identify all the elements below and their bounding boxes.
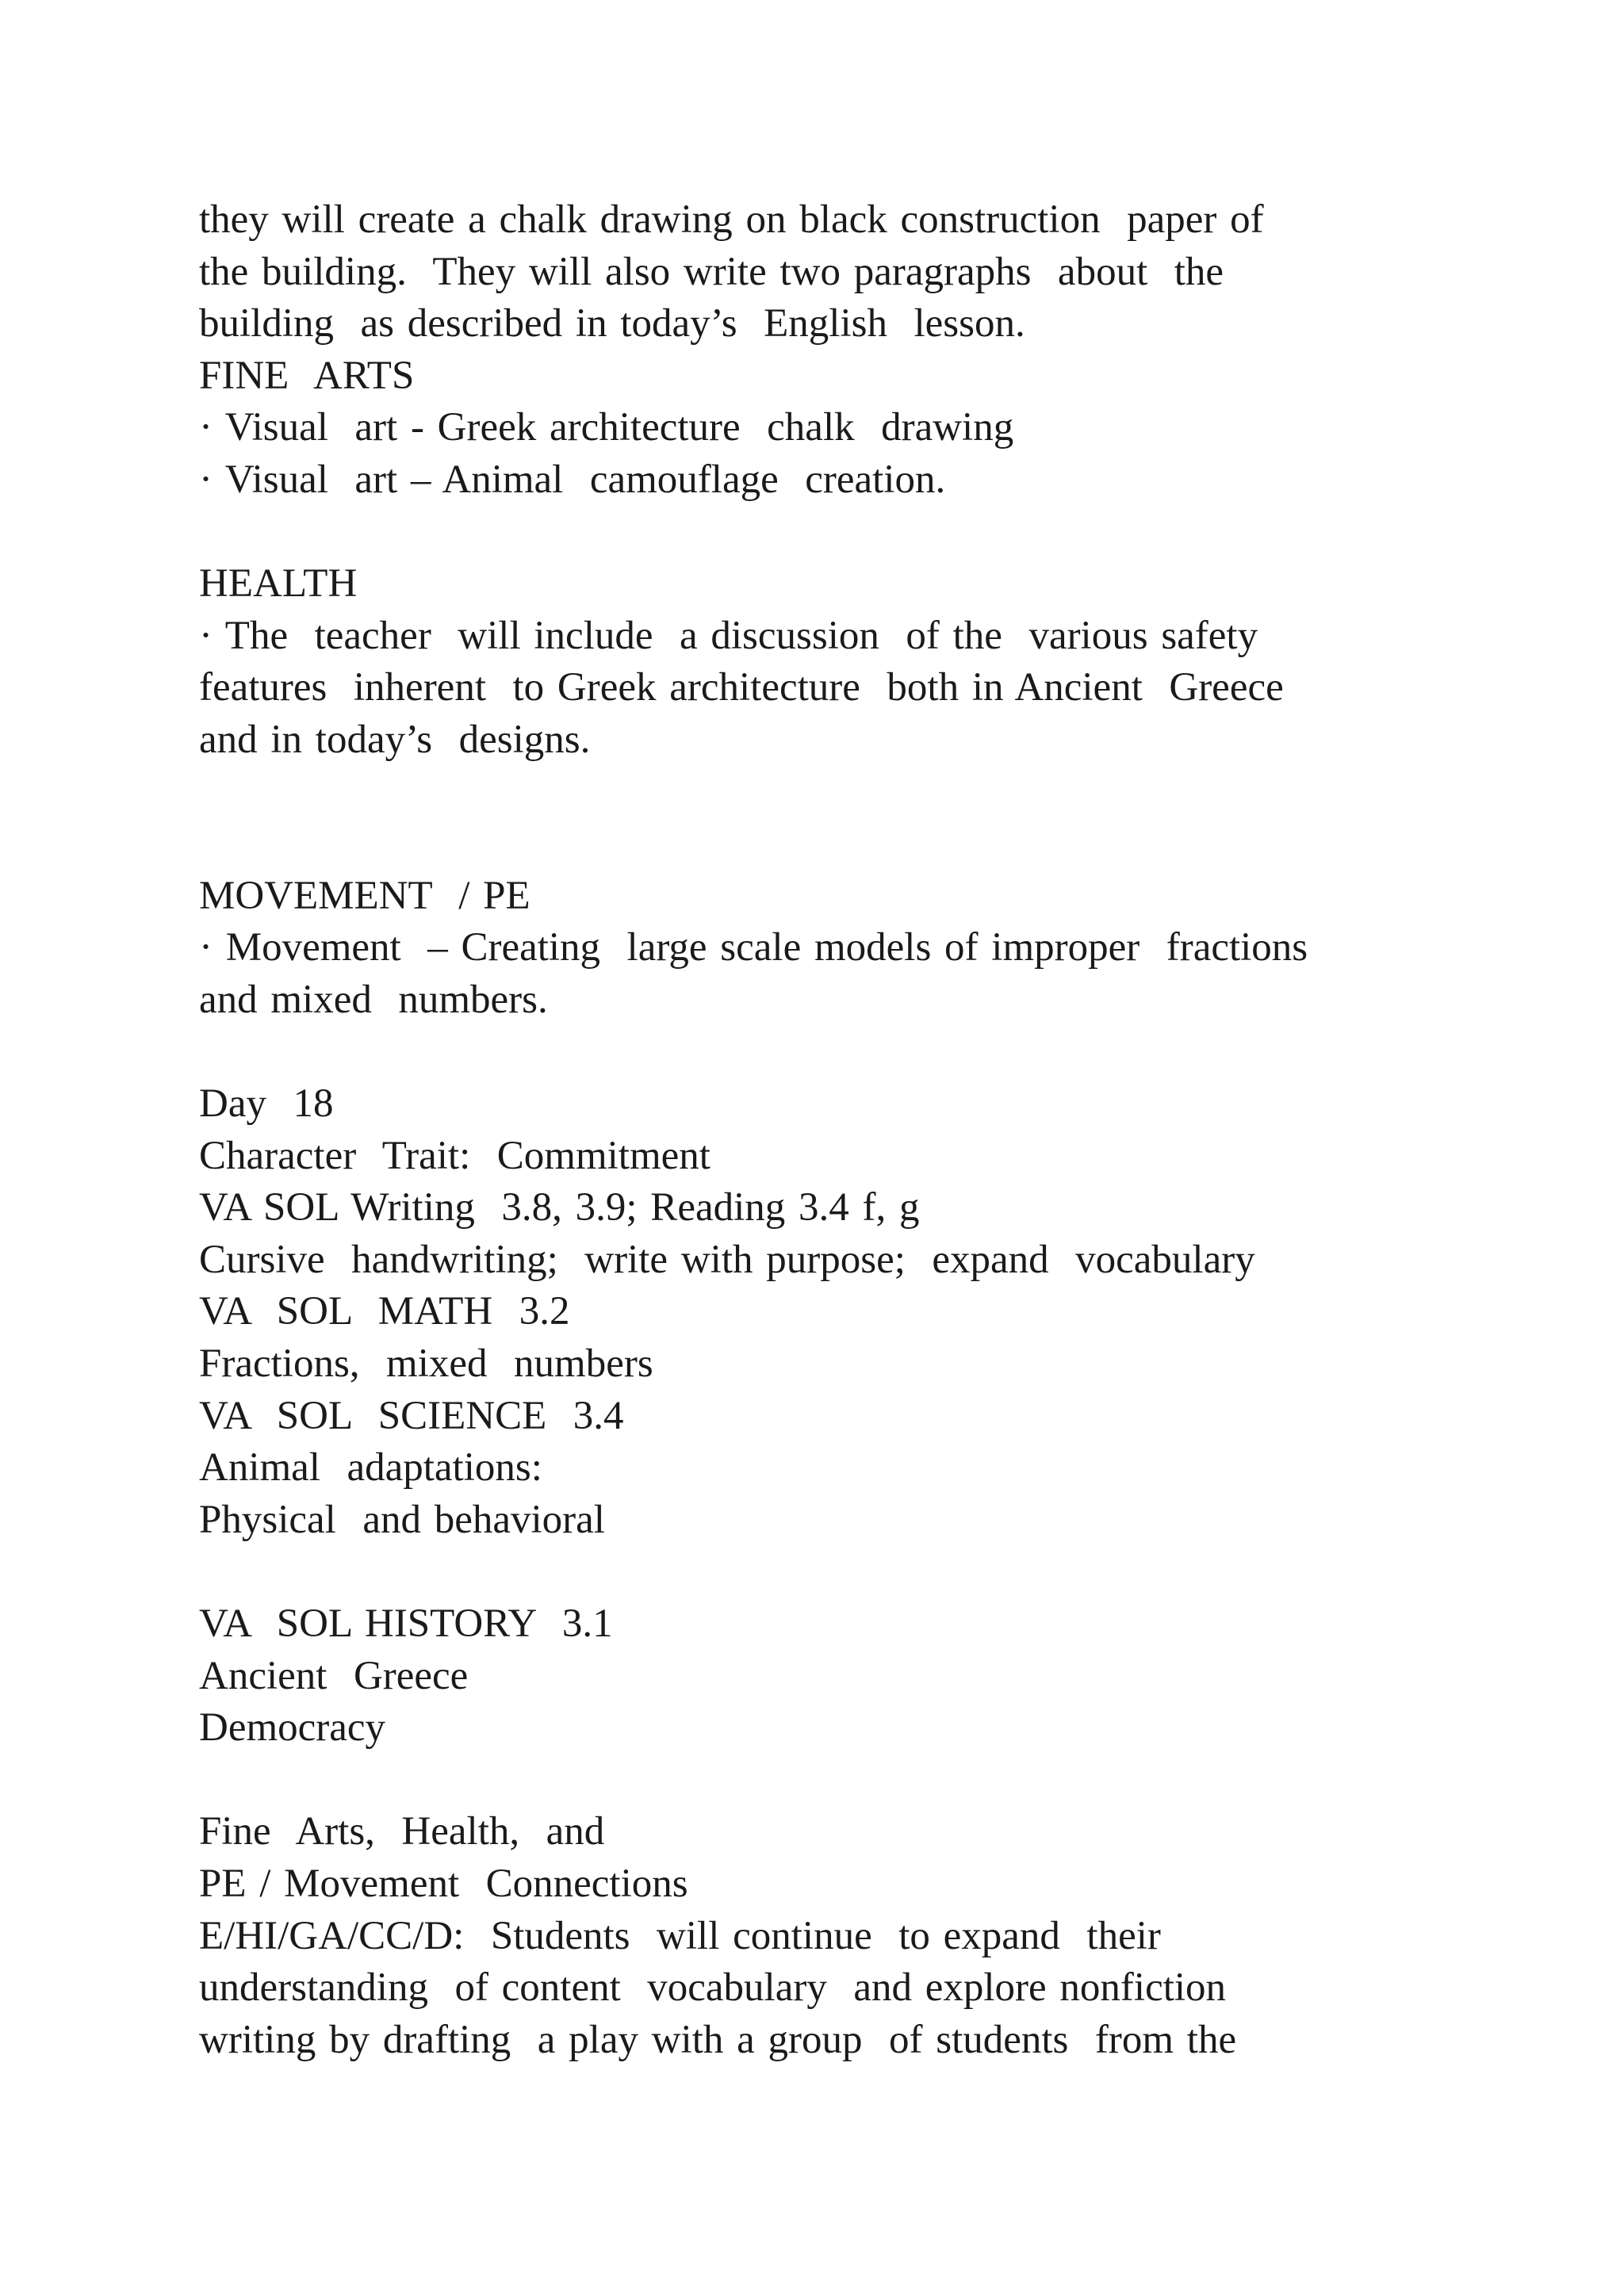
- bullet-item: · The teacher will include a discussion of the various safety: [199, 613, 1258, 658]
- document-body: [199, 194, 1500, 2066]
- blank-line: [199, 767, 1500, 819]
- connections-heading: PE / Movement Connections: [199, 1862, 688, 1906]
- connections-heading: Fine Arts, Health, and: [199, 1809, 605, 1854]
- sol-math: VA SOL MATH 3.2: [199, 1289, 570, 1334]
- character-trait: Character Trait: Commitment: [199, 1133, 710, 1178]
- text-line: building as described in today’s English lesson.: [199, 301, 1025, 346]
- bullet-item: · Visual art – Animal camouflage creation.: [199, 457, 946, 502]
- text-line: Fractions, mixed numbers: [199, 1341, 653, 1387]
- blank-line: [199, 1546, 1500, 1598]
- sol-science: VA SOL SCIENCE 3.4: [199, 1393, 624, 1438]
- sol-history: VA SOL HISTORY 3.1: [199, 1601, 613, 1647]
- text-line: Physical and behavioral: [199, 1497, 605, 1542]
- blank-line: [199, 818, 1500, 871]
- text-line: Cursive handwriting; write with purpose; expand vocabulary: [199, 1237, 1255, 1282]
- text-line: writing by drafting a play with a group of students from the: [199, 2017, 1237, 2062]
- section-heading-fine-arts: FINE ARTS: [199, 353, 415, 398]
- text-line: the building. They will also write two paragraphs about the: [199, 249, 1224, 294]
- section-heading-health: HEALTH: [199, 561, 358, 607]
- text-line: Animal adaptations:: [199, 1445, 542, 1490]
- text-line: Ancient Greece: [199, 1653, 469, 1698]
- text-line: features inherent to Greek architecture both in Ancient Greece: [199, 665, 1284, 710]
- blank-line: [199, 1755, 1500, 1807]
- bullet-item: · Visual art - Greek architecture chalk drawing: [199, 405, 1014, 450]
- sol-writing: VA SOL Writing 3.8, 3.9; Reading 3.4 f, g: [199, 1185, 920, 1230]
- section-heading-movement-pe: MOVEMENT / PE: [199, 873, 530, 918]
- text-line: E/HI/GA/CC/D: Students will continue to expand their: [199, 1913, 1161, 1958]
- text-line: they will create a chalk drawing on black construction paper of: [199, 197, 1264, 242]
- text-line: and in today’s designs.: [199, 717, 591, 762]
- bullet-item: · Movement – Creating large scale models of improper fractions: [199, 925, 1308, 970]
- blank-line: [199, 1027, 1500, 1079]
- day-heading: Day 18: [199, 1081, 334, 1127]
- text-line: and mixed numbers.: [199, 977, 548, 1022]
- blank-line: [199, 507, 1500, 559]
- text-line: understanding of content vocabulary and explore nonfiction: [199, 1965, 1227, 2011]
- text-line: Democracy: [199, 1705, 386, 1751]
